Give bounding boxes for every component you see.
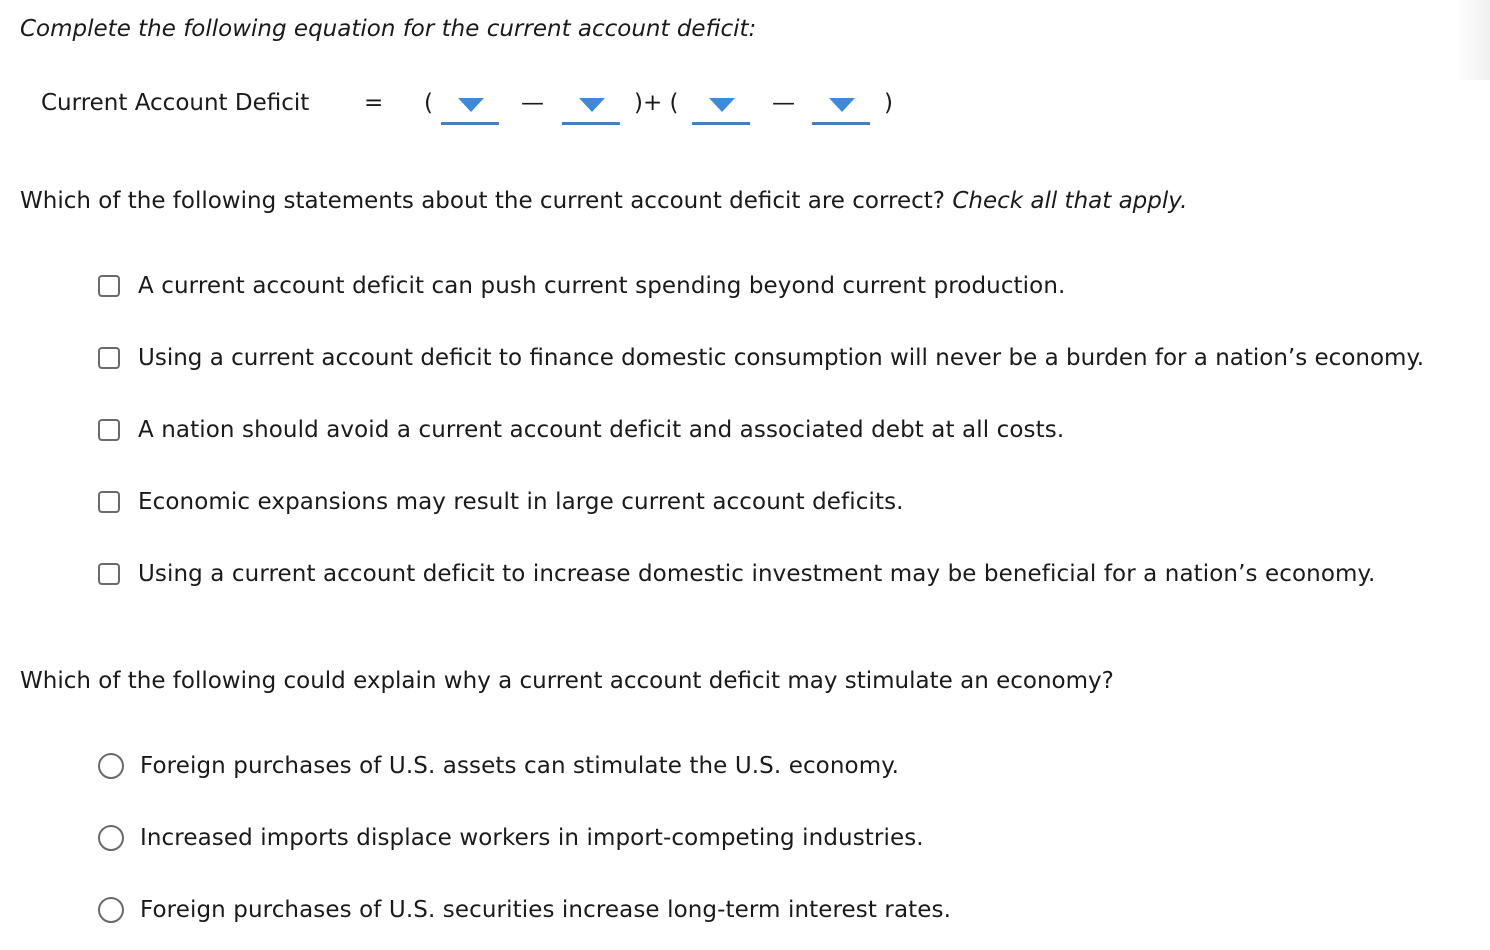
option-label: Increased imports displace workers in import-competing industries.	[140, 825, 924, 851]
question1-intro: Complete the following equation for the current account deficit:	[20, 16, 757, 42]
radio-option-3[interactable]	[98, 894, 951, 926]
checkbox[interactable]	[98, 563, 120, 585]
question3-prompt: Which of the following could explain why a current account deficit may stimulate an economy?	[20, 668, 1114, 694]
radio-button[interactable]	[98, 753, 124, 779]
radio-option-1[interactable]	[98, 750, 899, 782]
equation-dropdown-3[interactable]	[692, 92, 750, 125]
checkbox[interactable]	[98, 419, 120, 441]
checkbox[interactable]	[98, 275, 120, 297]
chevron-down-icon	[458, 98, 484, 112]
question2-prompt	[20, 188, 1187, 214]
checkbox-option-2[interactable]	[98, 342, 1424, 374]
option-label: A nation should avoid a current account deficit and associated debt at all costs.	[138, 417, 1065, 443]
close-paren-2: )	[884, 90, 893, 116]
chevron-down-icon	[709, 98, 735, 112]
panel-edge-shadow	[1456, 0, 1490, 80]
option-label: Using a current account deficit to finance domestic consumption will never be a burden for a nation’s economy.	[138, 345, 1425, 371]
checkbox-option-1[interactable]	[98, 270, 1065, 302]
equation-dropdown-1[interactable]	[441, 92, 499, 125]
option-label: A current account deficit can push current spending beyond current production.	[138, 273, 1066, 299]
question2-instruction: Check all that apply.	[952, 188, 1188, 214]
option-label: Economic expansions may result in large current account deficits.	[138, 489, 904, 515]
option-label: Foreign purchases of U.S. assets can stimulate the U.S. economy.	[140, 753, 900, 779]
radio-option-2[interactable]	[98, 822, 924, 854]
question2-prompt-text: Which of the following statements about the current account deficit are correct?	[20, 188, 945, 214]
option-label: Foreign purchases of U.S. securities increase long-term interest rates.	[140, 897, 952, 923]
checkbox[interactable]	[98, 491, 120, 513]
equation-dropdown-4[interactable]	[812, 92, 870, 125]
chevron-down-icon	[579, 98, 605, 112]
checkbox-option-3[interactable]	[98, 414, 1064, 446]
checkbox-option-5[interactable]	[98, 558, 1375, 590]
minus-sign-1: —	[521, 90, 544, 116]
radio-button[interactable]	[98, 825, 124, 851]
equation-row	[0, 86, 1490, 130]
open-paren-1: (	[424, 90, 433, 116]
checkbox[interactable]	[98, 347, 120, 369]
equation-label: Current Account Deficit	[41, 90, 310, 116]
option-label: Using a current account deficit to increase domestic investment may be beneficial for a nation’s economy.	[138, 561, 1376, 587]
checkbox-option-4[interactable]	[98, 486, 904, 518]
minus-sign-2: —	[772, 90, 795, 116]
close-plus-open-paren: )+ (	[634, 90, 679, 116]
chevron-down-icon	[829, 98, 855, 112]
equals-sign: =	[364, 90, 384, 116]
radio-button[interactable]	[98, 897, 124, 923]
equation-dropdown-2[interactable]	[562, 92, 620, 125]
